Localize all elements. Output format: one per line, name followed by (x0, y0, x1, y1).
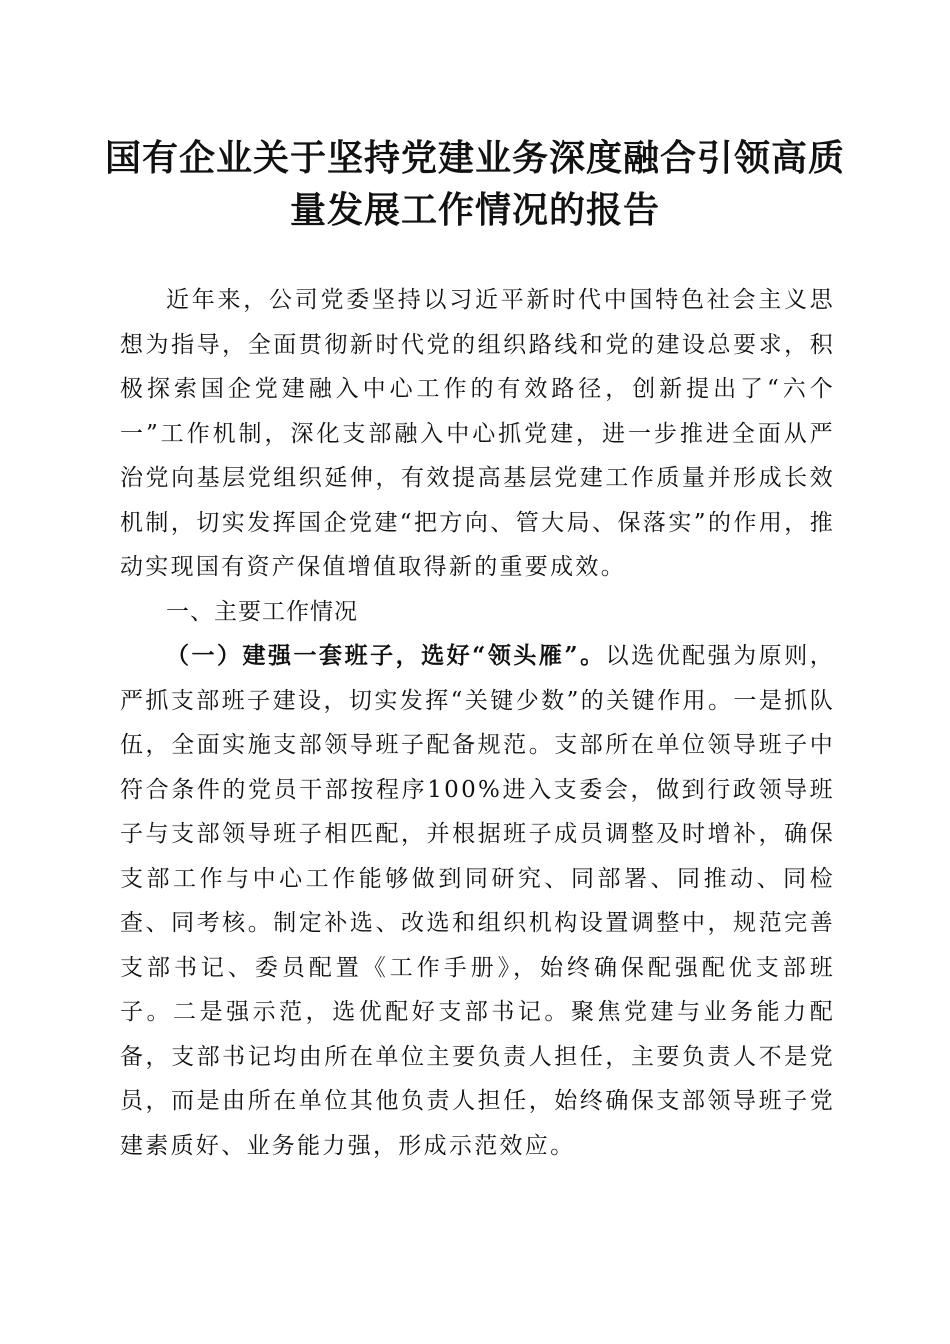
subsection-paragraph (120, 634, 835, 1168)
section-heading-main-work: 一、主要工作情况 (166, 598, 358, 625)
intro-paragraph: 近年来，公司党委坚持以习近平新时代中国特色社会主义思想为指导，全面贯彻新时代党的组织路线和党的建设总要求，积极探索国企党建融入中心工作的有效路径，创新提出了“六个一”工作机制，深化支部融入中心抓党建，进一步推进全面从严治党向基层党组织延伸，有效提高基层党建工作质量并形成长效机制，切实发挥国企党建“把方向、管大局、保落实”的作用，推动实现国有资产保值增值取得新的重要成效。 (120, 287, 835, 580)
document-title (100, 132, 850, 236)
document-body (120, 278, 835, 1168)
document-title-line-1: 国有企业关于坚持党建业务深度融合引领高质 (104, 137, 845, 179)
subsection-body-text: 以选优配强为原则，严抓支部班子建设，切实发挥“关键少数”的关键作用。一是抓队伍，全面实施支部领导班子配备规范。支部所在单位领导班子中符合条件的党员干部按程序100%进入支委会，做到行政领导班子与支部领导班子相匹配，并根据班子成员调整及时增补，确保支部工作与中心工作能够做到同研究、同部署、同推动、同检查、同考核。制定补选、改选和组织机构设置调整中，规范完善支部书记、委员配置《工作手册》，始终确保配强配优支部班子。二是强示范，选优配好支部书记。聚焦党建与业务能力配备，支部书记均由所在单位主要负责人担任，主要负责人不是党员，而是由所在单位其他负责人担任，始终确保支部领导班子党建素质好、业务能力强，形成示范效应。 (120, 643, 835, 1159)
document-title-line-2: 量发展工作情况的报告 (289, 189, 660, 231)
subsection-heading: （一）建强一套班子，选好“领头雁”。 (166, 642, 606, 669)
